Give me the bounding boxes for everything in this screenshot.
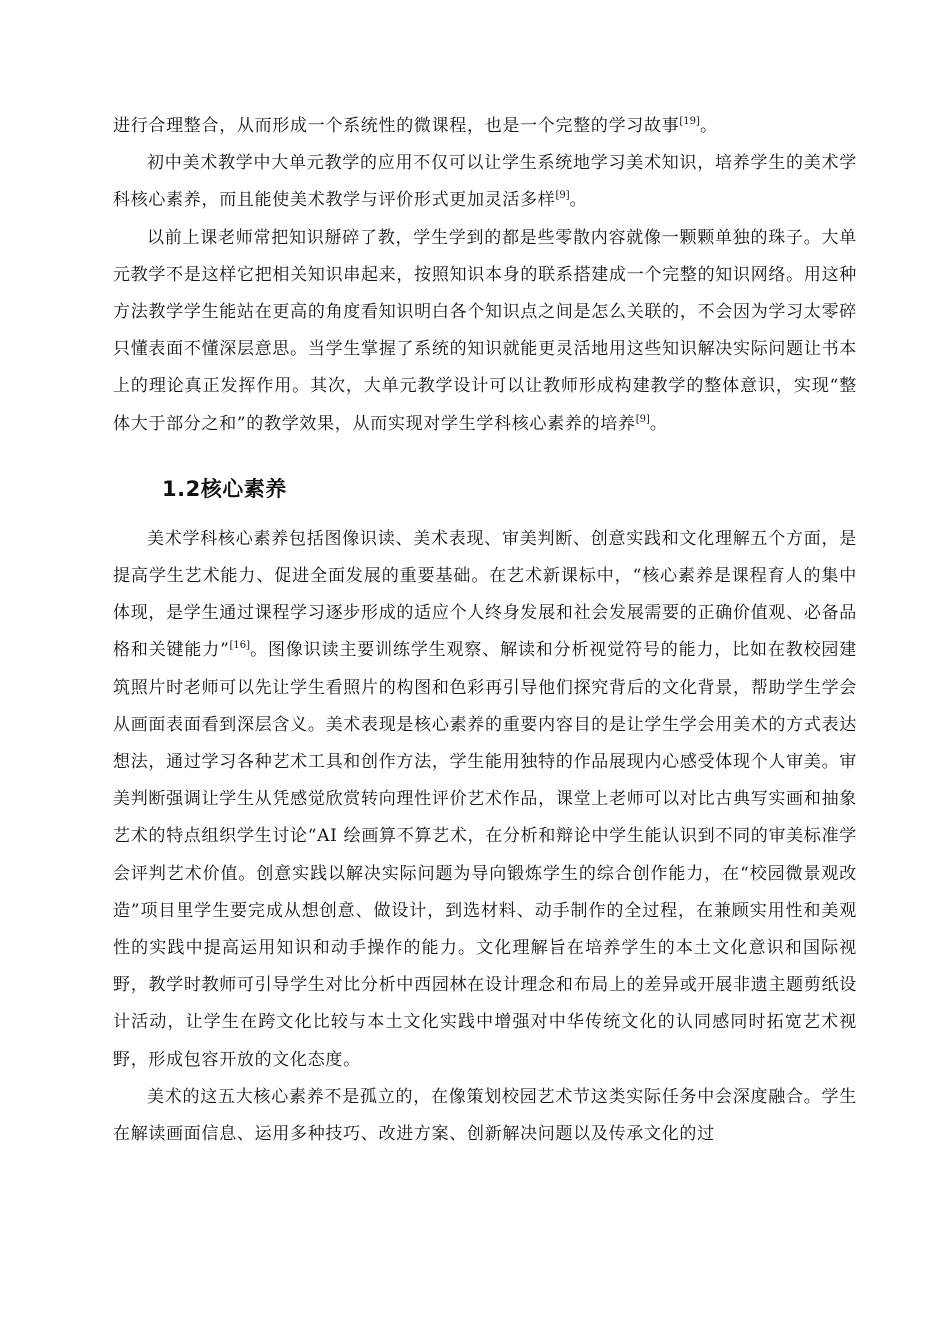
paragraph-text: 初中美术教学中大单元教学的应用不仅可以让学生系统地学习美术知识，培养学生的美术学科核心素养，而且能使美术教学与评价形式更加灵活多样: [113, 153, 857, 211]
citation-ref: [9]: [635, 413, 650, 425]
paragraph-continuation: [113, 108, 857, 145]
paragraph-text: 美术学科核心素养包括图像识读、美术表现、审美判断、创意实践和文化理解五个方面，是提高学生艺术能力、促进全面发展的重要基础。在艺术新课标中，“核心素养是课程育人的集中体现，是学生通过课程学习逐步形成的适应个人终身发展和社会发展需要的正确价值观、必备品格和关键能力”: [113, 528, 857, 661]
paragraph-integration: [113, 1079, 857, 1153]
citation-ref: [9]: [555, 190, 570, 202]
paragraph-text: 进行合理整合，从而形成一个系统性的微课程，也是一个完整的学习故事: [113, 116, 680, 136]
paragraph-tail: 。: [649, 413, 668, 434]
document-body: [113, 108, 857, 1153]
paragraph-knowledge-network: [113, 220, 857, 443]
paragraph-text: 以前上课老师常把知识掰碎了教，学生学到的都是些零散内容就像一颗颗单独的珠子。大单元教学不是这样它把相关知识串起来，按照知识本身的联系搭建成一个完整的知识网络。用这种方法教学学生能站在更高的角度看知识明白各个知识点之间是怎么关联的，不会因为学习太零碎只懂表面不懂深层意思。当学生掌握了系统的知识就能更灵活地用这些知识解决实际问题让书本上的理论真正发挥作用。其次，大单元教学设计可以让教师形成构建教学的整体意识，实现“整体大于部分之和”的教学效果，从而实现对学生学科核心素养的培养: [113, 227, 857, 434]
paragraph-tail: 。图像识读主要训练学生观察、解读和分析视觉符号的能力，比如在教校园建筑照片时老师可以先让学生看照片的构图和色彩再引导他们探究背后的文化背景，帮助学生学会从画面表面看到深层含义。美术表现是核心素养的重要内容目的是让学生学会用美术的方式表达想法，通过学习各种艺术工具和创作方法，学生能用独特的作品展现内心感受体现个人审美。审美判断强调让学生从凭感觉欣赏转向理性评价艺术作品，课堂上老师可以对比古典写实画和抽象艺术的特点组织学生讨论“AI 绘画算不算艺术，在分析和辩论中学生能认识到不同的审美标准学会评判艺术价值。创意实践以解决实际问题为导向锻炼学生的综合创作能力，在“校园微景观改造”项目里学生要完成从想创意、做设计，到选材料、动手制作的全过程，在兼顾实用性和美观性的实践中提高运用知识和动手操作的能力。文化理解旨在培养学生的本土文化意识和国际视野，教学时教师可引导学生对比分析中西园林在设计理念和布局上的差异或开展非遗主题剪纸设计活动，让学生在跨文化比较与本土文化实践中增强对中华传统文化的认同感同时拓宽艺术视野，形成包容开放的文化态度。: [113, 640, 857, 1070]
citation-ref: [16]: [229, 640, 251, 652]
paragraph-text: 美术的这五大核心素养不是孤立的，在像策划校园艺术节这类实际任务中会深度融合。学生在解读画面信息、运用多种技巧、改进方案、创新解决问题以及传承文化的过: [113, 1086, 857, 1145]
section-heading: 1.2核心素养: [162, 476, 287, 501]
paragraph-core-literacy: [113, 521, 857, 1079]
paragraph-unit-teaching: [113, 145, 857, 219]
paragraph-tail: 。: [699, 116, 718, 136]
citation-ref: [19]: [679, 116, 700, 127]
paragraph-tail: 。: [569, 190, 588, 211]
